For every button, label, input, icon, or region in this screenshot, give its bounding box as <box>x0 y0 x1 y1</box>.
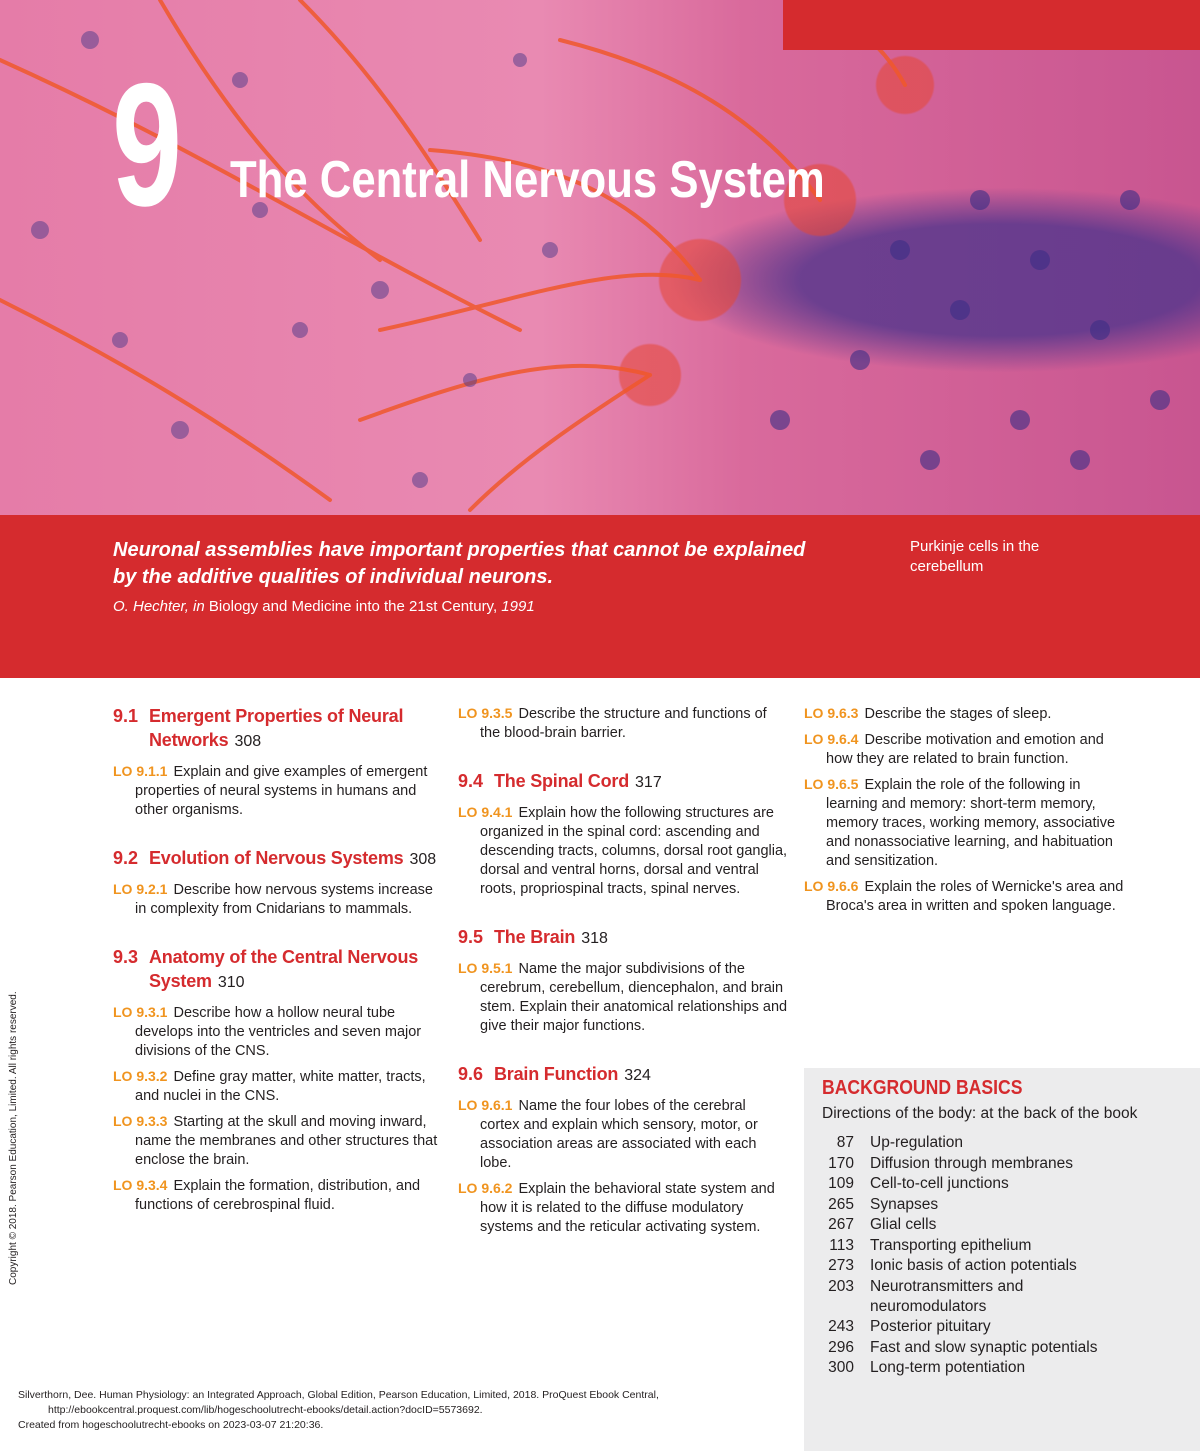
item-page: 109 <box>828 1175 854 1192</box>
section-title: Emergent Properties of Neural Networks <box>149 706 404 750</box>
item-page: 267 <box>828 1216 854 1233</box>
section-title: The Spinal Cord <box>494 771 630 791</box>
section-heading[interactable] <box>113 945 443 995</box>
item-topic: Glial cells <box>870 1216 937 1233</box>
objective-code: LO 9.3.4 <box>113 1177 168 1193</box>
item-page: 87 <box>836 1134 854 1151</box>
objective-text: Explain the behavioral state system and how it is related to the diffuse modulatory systems and the reticular activating system. <box>480 1181 775 1235</box>
section-number: 9.5 <box>458 927 484 947</box>
section-gap <box>113 925 443 945</box>
learning-objective <box>113 1067 443 1106</box>
section-gap <box>458 905 788 925</box>
section-title: Anatomy of the Central Nervous System <box>149 947 419 991</box>
background-basics-item[interactable] <box>822 1174 1182 1194</box>
item-page: 243 <box>828 1318 854 1335</box>
objectives-column-1 <box>113 704 443 1221</box>
section-gap <box>113 826 443 846</box>
citation-footer <box>18 1388 659 1433</box>
learning-objective <box>113 1112 443 1170</box>
section-title: Evolution of Nervous Systems <box>149 848 404 868</box>
item-page: 170 <box>828 1154 854 1172</box>
learning-objective <box>458 704 788 743</box>
learning-objective <box>458 1179 788 1237</box>
item-page: 273 <box>828 1257 854 1274</box>
objective-text: Explain the role of the following in learning and memory: short-term memory, memory traces, working memory, associative and nonassociative learning, and habituation and sensitization. <box>826 777 1116 869</box>
item-topic: Posterior pituitary <box>870 1318 991 1335</box>
section-heading[interactable] <box>458 769 788 795</box>
section-page: 308 <box>234 733 262 750</box>
chapter-number: 9 <box>112 48 180 243</box>
section-heading[interactable] <box>113 704 443 754</box>
learning-objective <box>804 704 1134 724</box>
objective-code: LO 9.4.1 <box>458 804 513 820</box>
objective-text: Describe how nervous systems increase in complexity from Cnidarians to mammals. <box>135 882 433 917</box>
objective-code: LO 9.5.1 <box>458 960 513 976</box>
background-basics-item[interactable] <box>822 1317 1182 1337</box>
learning-objective <box>458 959 788 1036</box>
background-basics-item[interactable] <box>822 1195 1182 1215</box>
section-title: Brain Function <box>494 1064 619 1084</box>
item-page: 113 <box>829 1236 854 1254</box>
objective-code: LO 9.3.5 <box>458 705 513 721</box>
section-number: 9.4 <box>458 771 484 791</box>
learning-objective <box>113 1176 443 1215</box>
background-basics-title: BACKGROUND BASICS <box>822 1077 1023 1099</box>
learning-objective <box>113 762 443 820</box>
section-heading[interactable] <box>458 925 788 951</box>
section-page: 317 <box>635 774 662 791</box>
objective-text: Explain the formation, distribution, and functions of cerebrospinal fluid. <box>135 1178 421 1213</box>
citation-line: Silverthorn, Dee. Human Physiology: an Integrated Approach, Global Edition, Pearson Education, Limited, 2018. ProQuest Ebook Central, <box>18 1389 659 1401</box>
quote-author: O. Hechter, in <box>113 598 205 615</box>
objective-code: LO 9.3.3 <box>113 1113 168 1129</box>
background-basics-item[interactable] <box>822 1215 1182 1235</box>
section-gap <box>458 749 788 769</box>
objective-code: LO 9.6.4 <box>804 731 859 747</box>
learning-objective <box>113 1003 443 1061</box>
background-basics-item[interactable] <box>822 1277 1182 1317</box>
objective-text: Starting at the skull and moving inward, name the membranes and other structures that enclose the brain. <box>135 1114 438 1168</box>
image-caption: Purkinje cells in the cerebellum <box>910 538 1040 575</box>
copyright-notice: Copyright © 2018. Pearson Education, Limited. All rights reserved. <box>8 991 19 1285</box>
learning-objective <box>458 1096 788 1173</box>
objective-code: LO 9.6.2 <box>458 1180 513 1196</box>
item-page: 296 <box>828 1338 854 1356</box>
objective-code: LO 9.6.6 <box>804 878 859 894</box>
section-page: 308 <box>409 851 437 868</box>
objective-text: Describe the structure and functions of the blood-brain barrier. <box>480 706 767 741</box>
item-page: 265 <box>828 1195 854 1213</box>
learning-objective <box>804 775 1134 871</box>
background-basics-item[interactable] <box>822 1154 1182 1174</box>
item-topic: Synapses <box>870 1195 939 1213</box>
quote-year: 1991 <box>501 598 535 615</box>
section-number: 9.3 <box>113 947 139 967</box>
epigraph-source <box>113 597 535 617</box>
objective-text: Describe the stages of sleep. <box>864 706 1052 722</box>
objective-text: Explain the roles of Wernicke's area and Broca's area in written and spoken language. <box>826 879 1124 914</box>
section-page: 318 <box>581 930 608 947</box>
background-basics-item[interactable] <box>822 1338 1182 1358</box>
objective-code: LO 9.2.1 <box>113 881 168 897</box>
item-page: 300 <box>828 1359 854 1376</box>
section-page: 310 <box>217 974 245 991</box>
objective-code: LO 9.6.3 <box>804 705 859 721</box>
section-heading[interactable] <box>458 1062 788 1088</box>
background-basics-item[interactable] <box>822 1133 1182 1153</box>
epigraph-quote: Neuronal assemblies have important properties that cannot be explained by the additive qualities of individual neurons. <box>113 539 806 588</box>
objective-text: Explain how the following structures are organized in the spinal cord: ascending and descending tracts, columns, dorsal root ganglia, dorsal and ventral horns, dorsal and ventral roots, propriospinal tracts, spinal nerves. <box>480 805 788 897</box>
objective-text: Describe motivation and emotion and how they are related to brain function. <box>826 732 1104 767</box>
objective-code: LO 9.1.1 <box>113 763 168 779</box>
section-heading[interactable] <box>113 846 443 872</box>
item-topic: Diffusion through membranes <box>870 1154 1074 1172</box>
learning-objective <box>458 803 788 899</box>
section-number: 9.2 <box>113 848 139 868</box>
objective-text: Name the major subdivisions of the cerebrum, cerebellum, diencephalon, and brain stem. Explain their anatomical relationships and give their major functions. <box>480 961 788 1034</box>
objective-code: LO 9.3.1 <box>113 1004 168 1020</box>
item-topic: Transporting epithelium <box>870 1236 1032 1254</box>
objective-text: Define gray matter, white matter, tracts, and nuclei in the CNS. <box>135 1069 426 1104</box>
citation-url[interactable]: http://ebookcentral.proquest.com/lib/hogeschoolutrecht-ebooks/detail.action?docID=5573692. <box>48 1404 483 1416</box>
item-topic: Long-term potentiation <box>870 1359 1026 1376</box>
hero-image <box>0 0 1200 515</box>
background-basics-subtitle: Directions of the body: at the back of the book <box>822 1105 1138 1122</box>
section-gap <box>458 1042 788 1062</box>
objective-text: Name the four lobes of the cerebral cortex and explain which sensory, motor, or association areas are associated with each lobe. <box>480 1098 758 1171</box>
item-topic: Cell-to-cell junctions <box>870 1175 1009 1192</box>
objective-code: LO 9.3.2 <box>113 1068 168 1084</box>
item-topic: Up-regulation <box>870 1134 964 1151</box>
background-basics-item[interactable] <box>822 1256 1182 1276</box>
item-page: 203 <box>828 1277 854 1295</box>
learning-objective <box>113 880 443 919</box>
background-basics-list <box>822 1133 1182 1379</box>
background-basics-item[interactable] <box>822 1236 1182 1256</box>
item-topic: Fast and slow synaptic potentials <box>870 1338 1098 1356</box>
learning-objective <box>804 877 1134 916</box>
section-number: 9.6 <box>458 1064 484 1084</box>
background-basics-item[interactable] <box>822 1358 1182 1378</box>
objective-text: Describe how a hollow neural tube develops into the ventricles and seven major divisions of the CNS. <box>135 1005 422 1059</box>
objective-text: Explain and give examples of emergent properties of neural systems in humans and other organisms. <box>135 764 428 818</box>
section-page: 324 <box>624 1067 651 1084</box>
learning-objective <box>804 730 1134 769</box>
objective-code: LO 9.6.5 <box>804 776 859 792</box>
item-topic: Neurotransmitters and neuromodulators <box>870 1277 1024 1315</box>
section-number: 9.1 <box>113 706 139 726</box>
item-topic: Ionic basis of action potentials <box>870 1257 1077 1274</box>
section-title: The Brain <box>494 927 576 947</box>
purkinje-cells-illustration <box>0 0 1200 515</box>
citation-created: Created from hogeschoolutrecht-ebooks on 2023-03-07 21:20:36. <box>18 1419 324 1431</box>
objective-code: LO 9.6.1 <box>458 1097 513 1113</box>
chapter-title: The Central Nervous System <box>230 151 825 209</box>
chapter-tab <box>783 0 1200 50</box>
quote-book: Biology and Medicine into the 21st Century, <box>208 598 498 615</box>
objectives-column-2 <box>458 704 788 1243</box>
objectives-column-3 <box>804 704 1134 922</box>
